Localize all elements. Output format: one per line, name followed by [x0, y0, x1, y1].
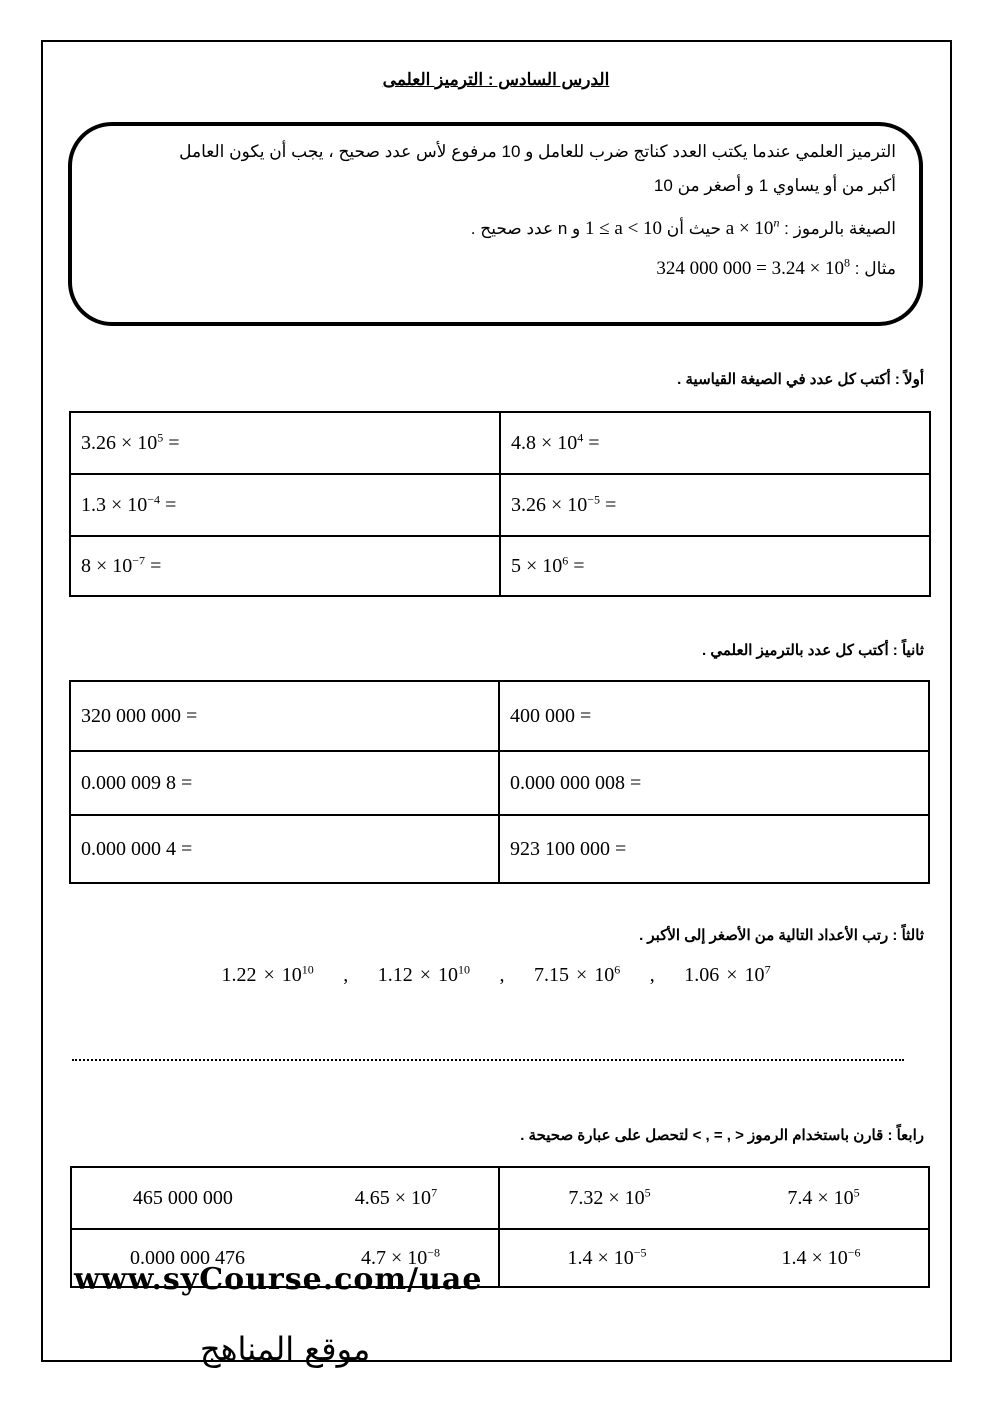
number-exponent: 7	[764, 962, 771, 977]
formula-suffix: و n عدد صحيح .	[470, 219, 581, 238]
example-lhs: 3.24 × 10	[771, 258, 845, 279]
compare-base: 1.4 × 10	[781, 1246, 848, 1269]
number-exponent: 6	[614, 962, 621, 977]
formula-expression	[725, 215, 780, 239]
table-cell[interactable]: $1.3 \times 10^{-4}$ =	[70, 474, 500, 536]
compare-exponent: 5	[644, 1184, 651, 1199]
table-cell[interactable]: $4.8 \times 10^4$ =	[500, 412, 930, 474]
formula-base: a × 10	[725, 218, 774, 239]
table-row	[70, 815, 929, 883]
compare-right	[354, 1184, 438, 1210]
table-row	[70, 751, 929, 815]
formula-condition: 1 ≤ a < 10	[584, 218, 663, 239]
table-cell[interactable]: 320 000 000 =	[70, 681, 499, 751]
number-item	[378, 964, 470, 986]
table-row	[71, 1167, 929, 1229]
cell-exponent: −4	[147, 491, 161, 506]
number-base: 1.12 × 10	[377, 964, 458, 986]
number-item	[684, 964, 770, 986]
compare-base: 4.65 × 10	[354, 1186, 432, 1209]
table-cell[interactable]: 923 100 000 =	[499, 815, 929, 883]
table-cell[interactable]: $3.26 \times 10^{-5}$ =	[500, 474, 930, 536]
number-base: 1.22 × 10	[221, 964, 302, 986]
cell-base: 1.3 × 10	[81, 493, 148, 516]
section2-table	[69, 680, 930, 884]
cell-base: 4.8 × 10	[511, 431, 578, 454]
number-item	[534, 964, 620, 986]
cell-base: 8 × 10	[81, 554, 133, 577]
answer-line[interactable]	[72, 1059, 904, 1061]
number-exponent: 10	[458, 962, 470, 977]
example-prefix: مثال :	[854, 259, 896, 278]
table-row	[70, 681, 929, 751]
table-cell[interactable]: $8 \times 10^{-7}$ =	[70, 536, 500, 596]
cell-base: 3.26 × 10	[81, 431, 158, 454]
compare-exponent: 7	[431, 1184, 438, 1199]
formula-exponent: n	[773, 215, 780, 230]
compare-base: 1.4 × 10	[567, 1246, 634, 1269]
section3-heading: ثالثاً : رتب الأعداد التالية من الأصغر إلى الأكبر .	[639, 927, 924, 944]
compare-exponent: −8	[427, 1244, 441, 1259]
cell-base: 3.26 × 10	[511, 493, 588, 516]
cell-exponent: 5	[157, 429, 164, 444]
section1-table	[69, 411, 931, 597]
table-row	[70, 536, 930, 596]
compare-exponent: −5	[633, 1244, 647, 1259]
separator: ,	[649, 964, 655, 986]
number-base: 7.15 × 10	[534, 964, 615, 986]
example-expression	[656, 255, 851, 279]
cell-exponent: 6	[562, 552, 569, 567]
section4-heading: رابعاً : قارن باستخدام الرموز < , = , > لتحصل على عبارة صحيحة .	[520, 1127, 924, 1144]
example-rhs: 324 000 000 =	[656, 258, 767, 279]
compare-left	[568, 1184, 651, 1210]
watermark-site-name: موقع المناهج	[200, 1330, 371, 1368]
section1-heading: أولاً : أكتب كل عدد في الصيغة القياسية .	[677, 371, 924, 388]
definition-formula	[470, 215, 896, 240]
page-title-text: الدرس السادس : الترميز العلمى	[382, 70, 610, 89]
table-row	[70, 412, 930, 474]
formula-prefix: الصيغة بالرموز :	[784, 219, 896, 238]
compare-left	[567, 1244, 647, 1270]
table-cell[interactable]: $5 \times 10^6$ =	[500, 536, 930, 596]
order-numbers	[0, 964, 992, 987]
number-item	[221, 964, 313, 986]
separator: ,	[343, 964, 349, 986]
cell-base: 5 × 10	[511, 554, 563, 577]
table-cell[interactable]	[499, 1229, 929, 1287]
definition-example	[656, 255, 896, 280]
compare-exponent: −6	[847, 1244, 861, 1259]
formula-middle: حيث أن	[666, 219, 722, 238]
compare-right	[781, 1244, 861, 1270]
table-row	[70, 474, 930, 536]
section2-heading: ثانياً : أكتب كل عدد بالترميز العلمي .	[702, 642, 924, 659]
table-cell[interactable]: 0.000 009 8 =	[70, 751, 499, 815]
compare-left: 0.000 000 476	[129, 1246, 245, 1269]
compare-left: 465 000 000	[132, 1186, 233, 1209]
cell-exponent: −7	[132, 552, 146, 567]
number-exponent: 10	[301, 962, 314, 977]
compare-base: 4.7 × 10	[360, 1246, 428, 1269]
compare-base: 7.4 × 10	[787, 1186, 854, 1209]
definition-line-2: أكبر من أو يساوي 1 و أصغر من 10	[653, 176, 896, 195]
table-cell[interactable]: 0.000 000 4 =	[70, 815, 499, 883]
definition-line-1: الترميز العلمي عندما يكتب العدد كناتج ضرب للعامل و 10 مرفوع لأس عدد صحيح ، يجب أن يكون العامل	[179, 142, 896, 161]
table-cell[interactable]: 0.000 000 008 =	[499, 751, 929, 815]
cell-exponent: 4	[577, 429, 584, 444]
compare-exponent: 5	[853, 1184, 860, 1199]
watermark-url: www.syCourse.com/uae	[74, 1262, 483, 1297]
example-exponent: 8	[844, 255, 851, 270]
separator: ,	[499, 964, 505, 986]
compare-base: 7.32 × 10	[568, 1186, 645, 1209]
table-cell[interactable]: 400 000 =	[499, 681, 929, 751]
cell-exponent: −5	[587, 491, 601, 506]
table-cell[interactable]: $3.26 \times 10^5$ =	[70, 412, 500, 474]
compare-right	[787, 1184, 860, 1210]
table-cell[interactable]	[71, 1167, 499, 1229]
number-base: 1.06 × 10	[684, 964, 765, 986]
page-title	[0, 70, 992, 90]
table-cell[interactable]	[499, 1167, 929, 1229]
